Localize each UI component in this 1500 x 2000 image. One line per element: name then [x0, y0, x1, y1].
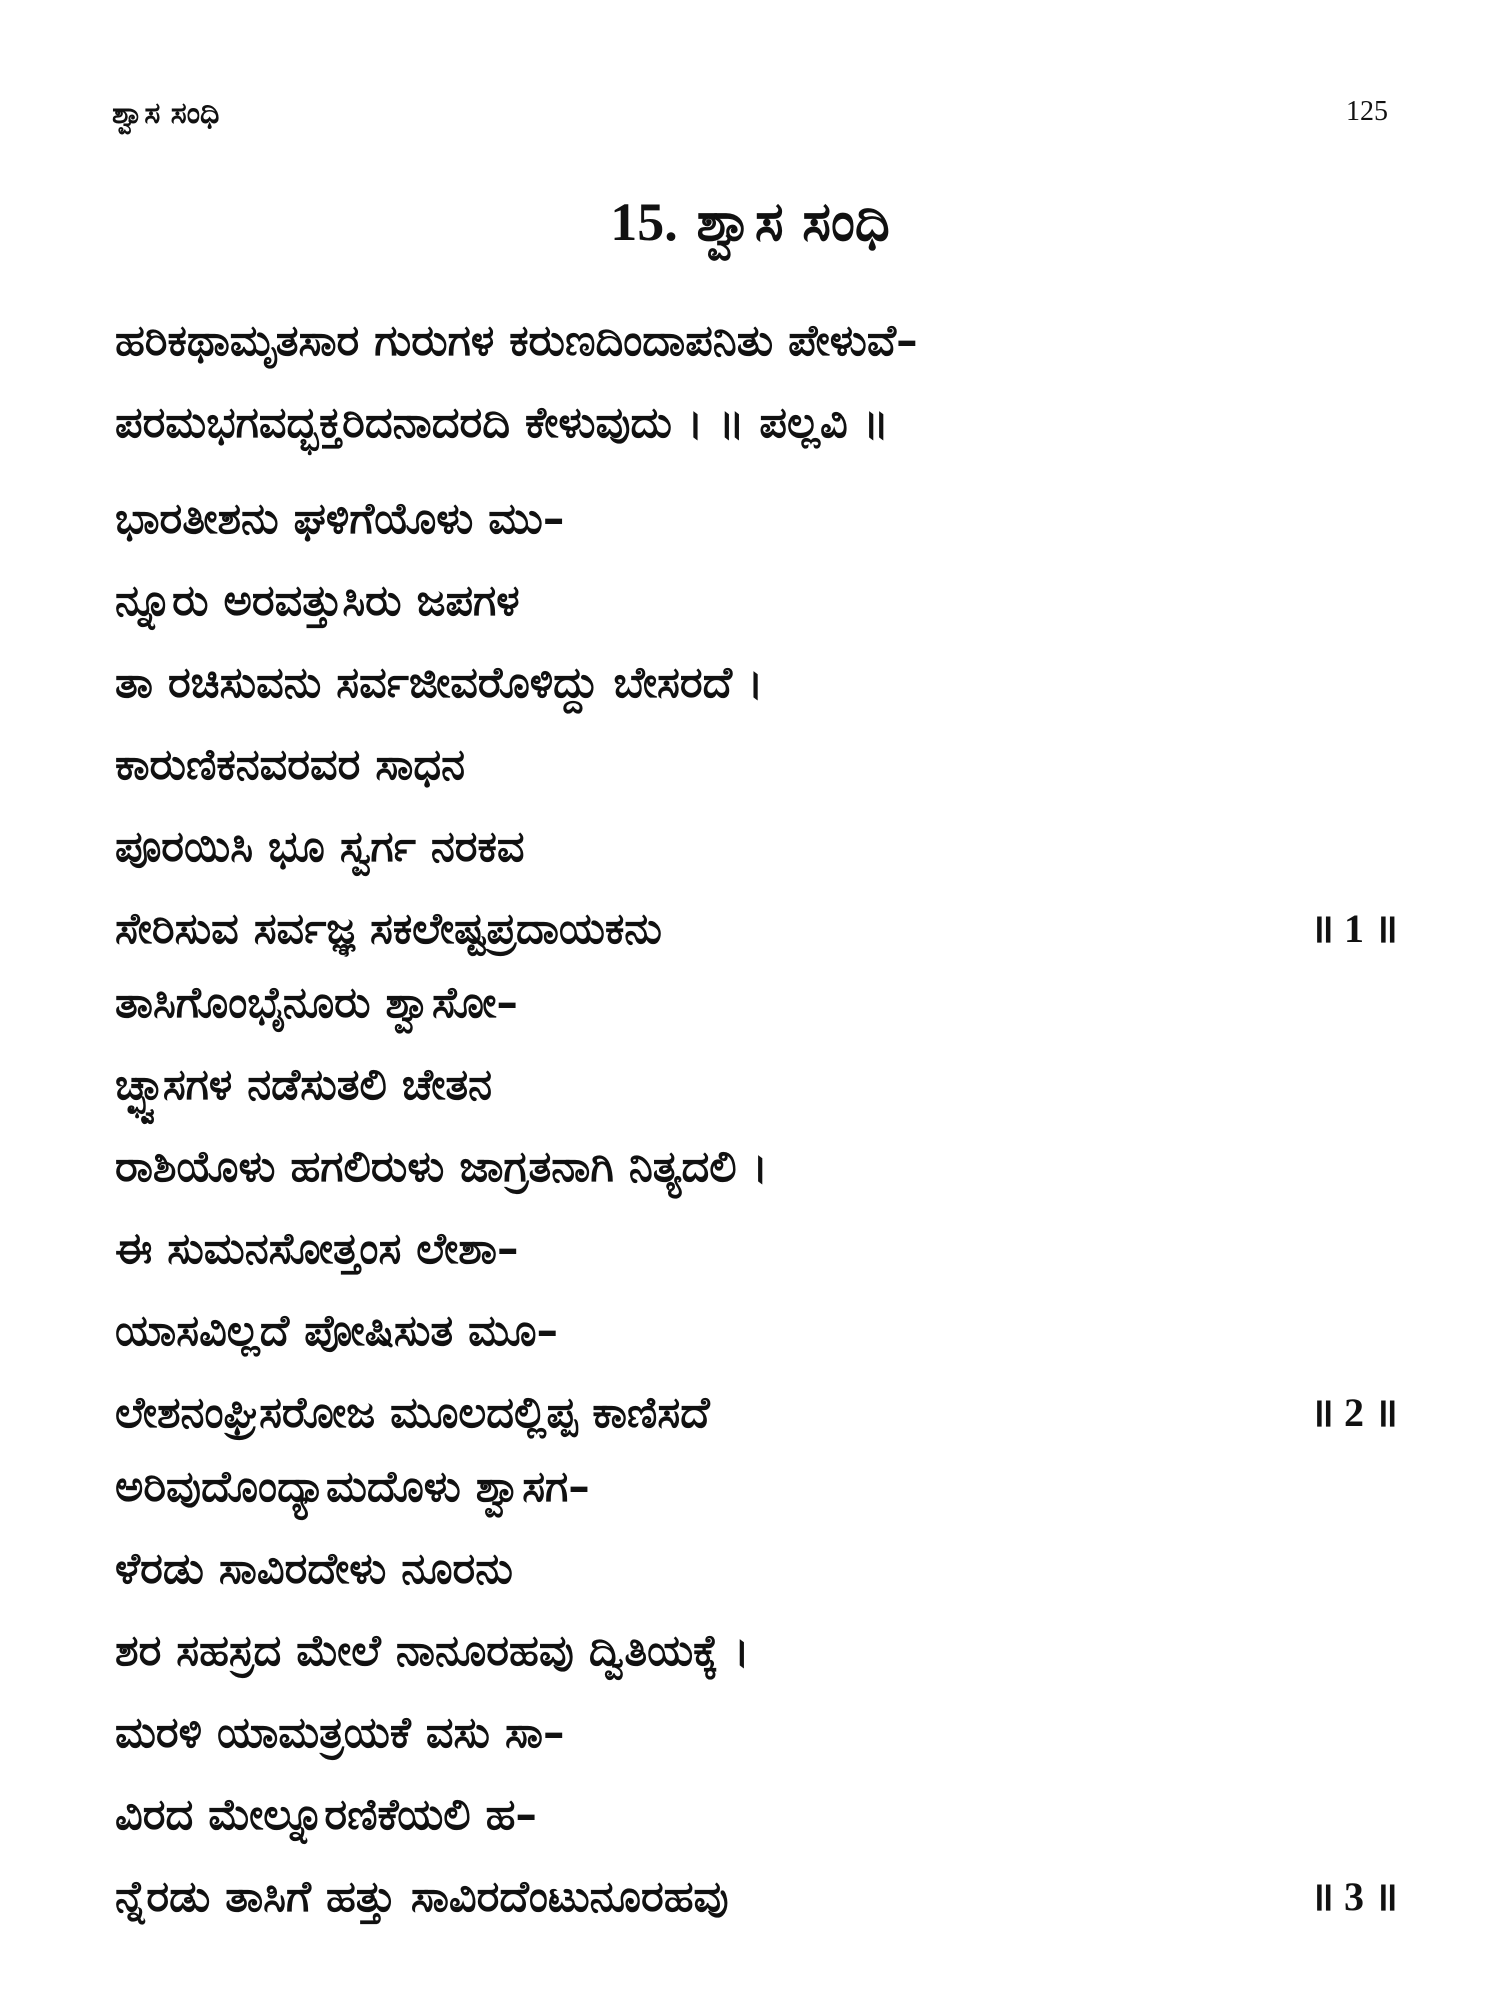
verse-line: ಚ್ಛ್ವಾಸಗಳ ನಡೆಸುತಲಿ ಚೇತನ	[115, 1060, 493, 1110]
verse-line: ಈ ಸುಮನಸೋತ್ತಂಸ ಲೇಶಾ–	[115, 1224, 519, 1274]
verse-line: ಶರ ಸಹಸ್ರದ ಮೇಲೆ ನಾನೂರಹವು ದ್ವಿತಿಯಕ್ಕೆ ।	[115, 1626, 750, 1676]
verse-line-last	[115, 1856, 1398, 1938]
verse-line: ಭಾರತೀಶನು ಘಳಿಗೆಯೊಳು ಮು–	[115, 494, 565, 544]
verse-line: ಳೆರಡು ಸಾವಿರದೇಳು ನೂರನು	[115, 1544, 513, 1594]
chapter-number: 15.	[610, 192, 678, 252]
verse-number: ॥ 1 ॥	[1310, 906, 1398, 951]
verse-line-last	[115, 1372, 1398, 1454]
verse-line: ಕಾರುಣಿಕನವರವರ ಸಾಧನ	[115, 740, 466, 790]
verse-line: ನ್ನೂರು ಅರವತ್ತುಸಿರು ಜಪಗಳ	[115, 576, 520, 626]
verse-1	[115, 478, 1398, 970]
verse-line-text: ಲೇಶನಂಘ್ರಿಸರೋಜ ಮೂಲದಲ್ಲಿಪ್ಪ ಕಾಣಿಸದೆ	[115, 1388, 710, 1438]
verse-number: ॥ 3 ॥	[1310, 1874, 1398, 1919]
verse-line-text: ನ್ನೆರಡು ತಾಸಿಗೆ ಹತ್ತು ಸಾವಿರದೆಂಟುನೂರಹವು	[115, 1872, 729, 1922]
verse-line: ಮರಳಿ ಯಾಮತ್ರಯಕೆ ವಸು ಸಾ–	[115, 1708, 565, 1758]
verse-line: ತಾ ರಚಿಸುವನು ಸರ್ವಜೀವರೊಳಿದ್ದು ಬೇಸರದೆ ।	[115, 658, 764, 708]
running-header-title: ಶ್ವಾಸ ಸಂಧಿ	[112, 96, 220, 131]
verse-line: ತಾಸಿಗೊಂಭೈನೂರು ಶ್ವಾಸೋ–	[115, 978, 518, 1028]
verse-number: ॥ 2 ॥	[1310, 1390, 1398, 1435]
refrain-line: ಪರಮಭಗವದ್ಭಕ್ತರಿದನಾದರದಿ ಕೇಳುವುದು । ॥ ಪಲ್ಲವಿ ॥	[115, 398, 889, 448]
page-number: 125	[1346, 96, 1388, 127]
verse-line: ಪೂರಯಿಸಿ ಭೂ ಸ್ವರ್ಗ ನರಕವ	[115, 822, 525, 872]
verse-3	[115, 1446, 1398, 1938]
refrain-line: ಹರಿಕಥಾಮೃತಸಾರ ಗುರುಗಳ ಕರುಣದಿಂದಾಪನಿತು ಪೇಳುವೆ–	[115, 316, 918, 366]
verse-line: ವಿರದ ಮೇಲ್ನೂರಣಿಕೆಯಲಿ ಹ–	[115, 1790, 537, 1840]
verse-line: ರಾಶಿಯೊಳು ಹಗಲಿರುಳು ಜಾಗ್ರತನಾಗಿ ನಿತ್ಯದಲಿ ।	[115, 1142, 768, 1192]
refrain-pallavi	[115, 300, 1395, 464]
verse-line: ಯಾಸವಿಲ್ಲದೆ ಪೋಷಿಸುತ ಮೂ–	[115, 1306, 558, 1356]
verse-line-last	[115, 888, 1398, 970]
chapter-title	[0, 190, 1500, 254]
verse-line-text: ಸೇರಿಸುವ ಸರ್ವಜ್ಞ ಸಕಲೇಷ್ಟಪ್ರದಾಯಕನು	[115, 904, 662, 954]
verse-line: ಅರಿವುದೊಂದ್ಯಾಮದೊಳು ಶ್ವಾಸಗ–	[115, 1462, 590, 1512]
verse-2	[115, 962, 1398, 1454]
chapter-name: ಶ್ವಾಸ ಸಂಧಿ	[696, 190, 890, 253]
